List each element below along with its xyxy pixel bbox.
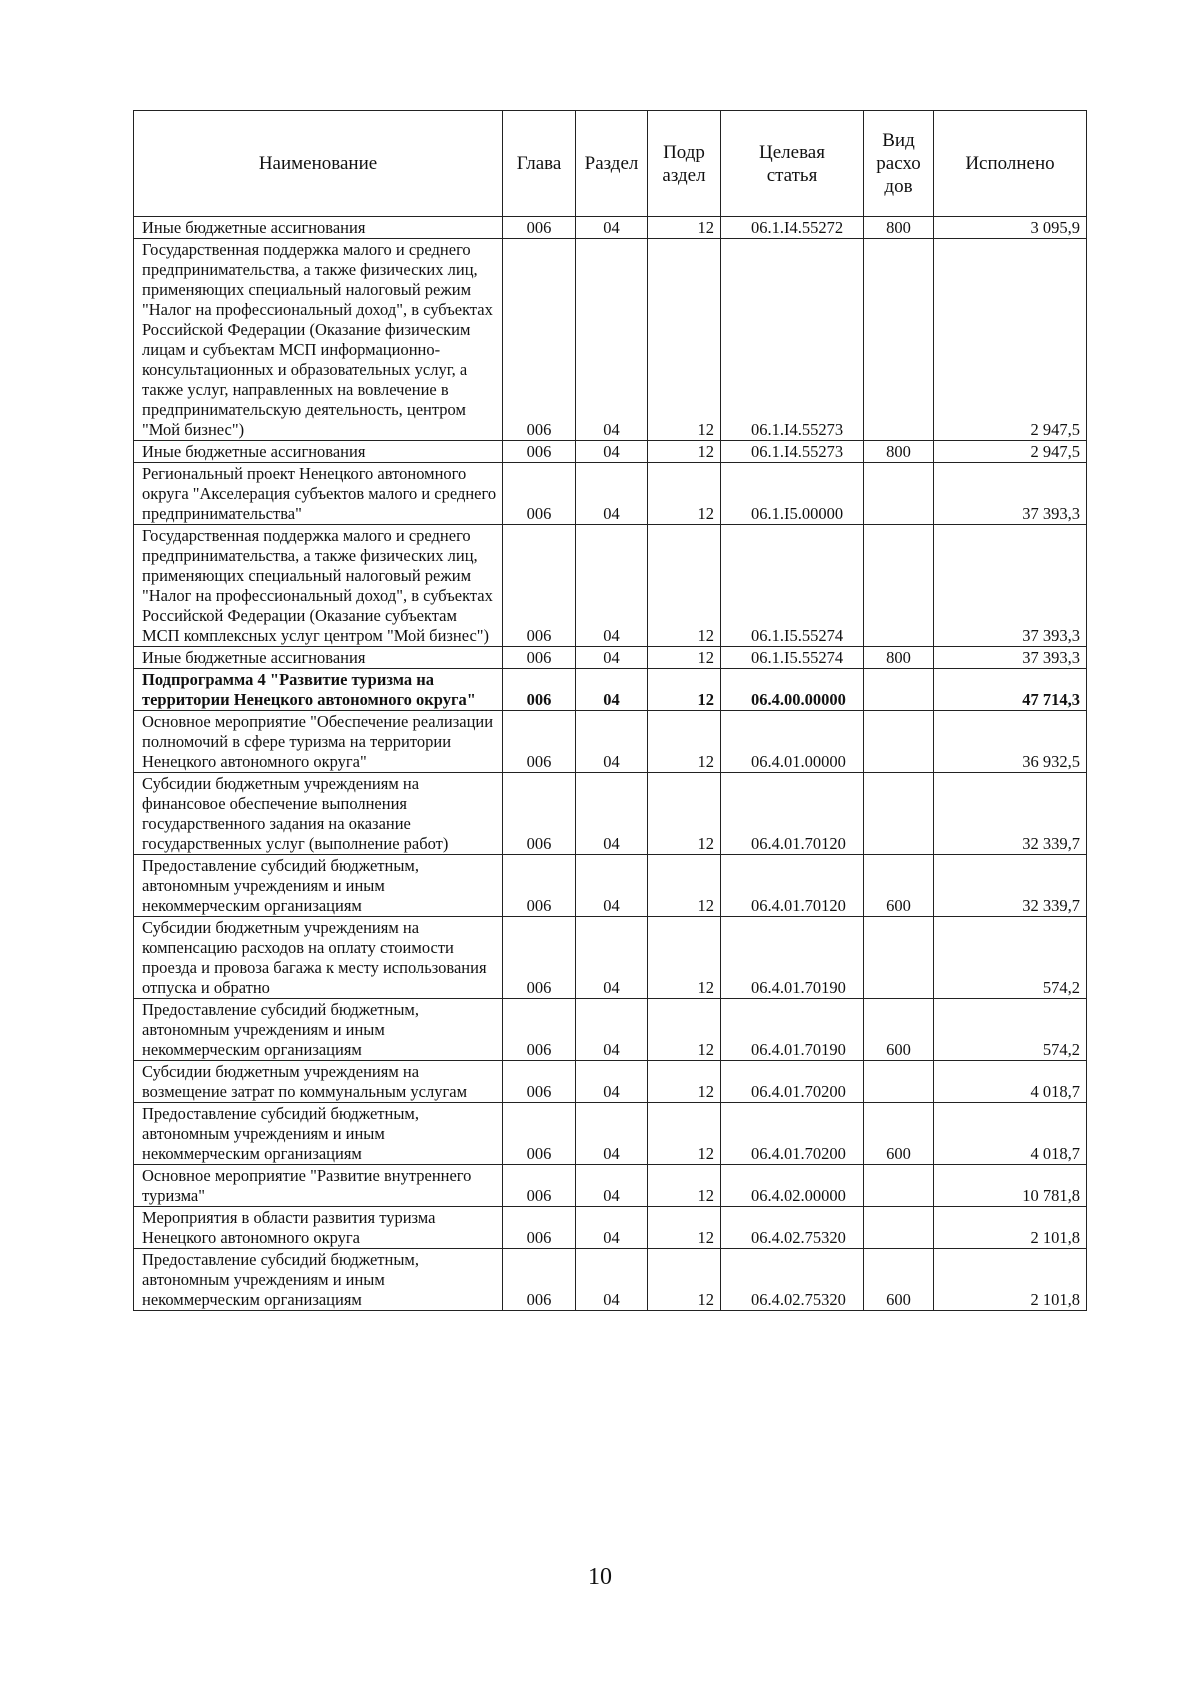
- table-row: [134, 217, 1087, 239]
- row-vid: 600: [864, 999, 934, 1061]
- row-glava: 006: [503, 1103, 576, 1165]
- row-glava: 006: [503, 773, 576, 855]
- row-name: Предоставление субсидий бюджетным, автономным учреждениям и иным некоммерческим организациям: [134, 999, 503, 1061]
- row-ispolneno: 37 393,3: [934, 525, 1087, 647]
- row-vid: 600: [864, 1249, 934, 1311]
- row-vid: [864, 669, 934, 711]
- row-razdel: 04: [576, 1249, 648, 1311]
- row-glava: 006: [503, 999, 576, 1061]
- header-name: Наименование: [134, 111, 503, 217]
- row-ispolneno: 2 947,5: [934, 239, 1087, 441]
- row-podrazdel: 12: [648, 711, 721, 773]
- row-name: Предоставление субсидий бюджетным, автономным учреждениям и иным некоммерческим организациям: [134, 1249, 503, 1311]
- row-razdel: 04: [576, 999, 648, 1061]
- row-razdel: 04: [576, 441, 648, 463]
- row-name: Иные бюджетные ассигнования: [134, 647, 503, 669]
- table-row: [134, 239, 1087, 441]
- row-podrazdel: 12: [648, 1061, 721, 1103]
- table-row: [134, 917, 1087, 999]
- header-statya: [721, 111, 864, 217]
- table-row: [134, 1249, 1087, 1311]
- header-vid-line1: Вид: [882, 130, 915, 151]
- row-podrazdel: 12: [648, 239, 721, 441]
- row-name: Предоставление субсидий бюджетным, автономным учреждениям и иным некоммерческим организациям: [134, 1103, 503, 1165]
- row-vid: [864, 917, 934, 999]
- table-row: [134, 441, 1087, 463]
- table-row: [134, 855, 1087, 917]
- row-glava: 006: [503, 669, 576, 711]
- row-vid: 600: [864, 1103, 934, 1165]
- row-podrazdel: 12: [648, 1207, 721, 1249]
- row-glava: 006: [503, 855, 576, 917]
- row-podrazdel: 12: [648, 773, 721, 855]
- row-ispolneno: 32 339,7: [934, 855, 1087, 917]
- row-podrazdel: 12: [648, 441, 721, 463]
- row-vid: [864, 1165, 934, 1207]
- header-statya-line2: статья: [766, 164, 818, 186]
- row-razdel: 04: [576, 669, 648, 711]
- table-row: [134, 1061, 1087, 1103]
- row-glava: 006: [503, 1249, 576, 1311]
- row-glava: 006: [503, 239, 576, 441]
- row-podrazdel: 12: [648, 669, 721, 711]
- row-razdel: 04: [576, 855, 648, 917]
- header-vid: [864, 111, 934, 217]
- row-name: Государственная поддержка малого и среднего предпринимательства, а также физических лиц, применяющих специальный налоговый режим "Налог на профессиональный доход", в субъектах Российской Федерации (Оказание субъектам МСП комплексных услуг центром "Мой бизнес"): [134, 525, 503, 647]
- row-podrazdel: 12: [648, 1103, 721, 1165]
- row-ispolneno: 4 018,7: [934, 1103, 1087, 1165]
- row-razdel: 04: [576, 1165, 648, 1207]
- row-vid: 800: [864, 647, 934, 669]
- row-ispolneno: 4 018,7: [934, 1061, 1087, 1103]
- row-razdel: 04: [576, 773, 648, 855]
- table-row: [134, 525, 1087, 647]
- row-razdel: 04: [576, 917, 648, 999]
- row-glava: 006: [503, 647, 576, 669]
- row-vid: [864, 711, 934, 773]
- row-name: Подпрограмма 4 "Развитие туризма на территории Ненецкого автономного округа": [134, 669, 503, 711]
- row-vid: [864, 1061, 934, 1103]
- row-ispolneno: 37 393,3: [934, 463, 1087, 525]
- row-glava: 006: [503, 1207, 576, 1249]
- row-name: Государственная поддержка малого и среднего предпринимательства, а также физических лиц, применяющих специальный налоговый режим "Налог на профессиональный доход", в субъектах Российской Федерации (Оказание физическим лицам и субъектам МСП информационно-консультационных и образовательных услуг, а также услуг, направленных на вовлечение в предпринимательскую деятельность, центром "Мой бизнес"): [134, 239, 503, 441]
- row-razdel: 04: [576, 711, 648, 773]
- page-number: 10: [588, 1564, 612, 1590]
- row-statya: 06.4.00.00000: [721, 669, 864, 711]
- row-name: Предоставление субсидий бюджетным, автономным учреждениям и иным некоммерческим организациям: [134, 855, 503, 917]
- table-row: [134, 1207, 1087, 1249]
- row-glava: 006: [503, 441, 576, 463]
- row-ispolneno: 2 101,8: [934, 1249, 1087, 1311]
- row-razdel: 04: [576, 1103, 648, 1165]
- row-ispolneno: 32 339,7: [934, 773, 1087, 855]
- row-statya: 06.4.01.70200: [721, 1103, 864, 1165]
- row-ispolneno: 37 393,3: [934, 647, 1087, 669]
- table-header-row: [134, 111, 1087, 217]
- row-statya: 06.4.02.75320: [721, 1249, 864, 1311]
- header-ispolneno: Исполнено: [934, 111, 1087, 217]
- table-row: [134, 647, 1087, 669]
- row-ispolneno: 36 932,5: [934, 711, 1087, 773]
- row-statya: 06.4.02.00000: [721, 1165, 864, 1207]
- header-razdel: Раздел: [576, 111, 648, 217]
- row-vid: 800: [864, 441, 934, 463]
- row-name: Основное мероприятие "Развитие внутреннего туризма": [134, 1165, 503, 1207]
- row-statya: 06.1.I5.55274: [721, 525, 864, 647]
- row-podrazdel: 12: [648, 647, 721, 669]
- header-vid-line2: расхо: [876, 153, 921, 174]
- row-name: Основное мероприятие "Обеспечение реализации полномочий в сфере туризма на территории Ненецкого автономного округа": [134, 711, 503, 773]
- row-ispolneno: 574,2: [934, 999, 1087, 1061]
- row-podrazdel: 12: [648, 855, 721, 917]
- header-podrazdel: [648, 111, 721, 217]
- row-statya: 06.4.01.00000: [721, 711, 864, 773]
- row-name: Субсидии бюджетным учреждениям на финансовое обеспечение выполнения государственного задания на оказание государственных услуг (выполнение работ): [134, 773, 503, 855]
- row-ispolneno: 2 947,5: [934, 441, 1087, 463]
- row-razdel: 04: [576, 647, 648, 669]
- row-ispolneno: 2 101,8: [934, 1207, 1087, 1249]
- row-name: Субсидии бюджетным учреждениям на возмещение затрат по коммунальным услугам: [134, 1061, 503, 1103]
- row-razdel: 04: [576, 463, 648, 525]
- row-statya: 06.1.I4.55272: [721, 217, 864, 239]
- row-podrazdel: 12: [648, 1165, 721, 1207]
- row-vid: [864, 1207, 934, 1249]
- row-podrazdel: 12: [648, 217, 721, 239]
- row-name: Мероприятия в области развития туризма Ненецкого автономного округа: [134, 1207, 503, 1249]
- row-statya: 06.4.02.75320: [721, 1207, 864, 1249]
- table-row: [134, 773, 1087, 855]
- row-statya: 06.4.01.70120: [721, 855, 864, 917]
- row-statya: 06.4.01.70190: [721, 917, 864, 999]
- row-statya: 06.4.01.70200: [721, 1061, 864, 1103]
- row-name: Иные бюджетные ассигнования: [134, 441, 503, 463]
- header-vid-line3: дов: [884, 176, 913, 197]
- table-row: [134, 463, 1087, 525]
- table-row: [134, 711, 1087, 773]
- row-vid: 800: [864, 217, 934, 239]
- row-statya: 06.1.I4.55273: [721, 441, 864, 463]
- row-glava: 006: [503, 1165, 576, 1207]
- row-podrazdel: 12: [648, 1249, 721, 1311]
- row-statya: 06.1.I5.55274: [721, 647, 864, 669]
- table-row: [134, 1103, 1087, 1165]
- row-vid: [864, 525, 934, 647]
- row-razdel: 04: [576, 525, 648, 647]
- row-vid: [864, 773, 934, 855]
- row-glava: 006: [503, 463, 576, 525]
- row-vid: [864, 463, 934, 525]
- header-glava: Глава: [503, 111, 576, 217]
- header-podrazdel-line1: Подр: [663, 141, 705, 163]
- row-podrazdel: 12: [648, 999, 721, 1061]
- row-vid: 600: [864, 855, 934, 917]
- budget-table: [133, 110, 1087, 1311]
- row-statya: 06.1.I5.00000: [721, 463, 864, 525]
- row-razdel: 04: [576, 1061, 648, 1103]
- table-row-subprogram: [134, 669, 1087, 711]
- row-razdel: 04: [576, 239, 648, 441]
- header-podrazdel-line2: аздел: [662, 164, 706, 186]
- row-ispolneno: 3 095,9: [934, 217, 1087, 239]
- row-statya: 06.1.I4.55273: [721, 239, 864, 441]
- row-ispolneno: 10 781,8: [934, 1165, 1087, 1207]
- row-statya: 06.4.01.70190: [721, 999, 864, 1061]
- row-name: Субсидии бюджетным учреждениям на компенсацию расходов на оплату стоимости проезда и провоза багажа к месту использования отпуска и обратно: [134, 917, 503, 999]
- row-glava: 006: [503, 1061, 576, 1103]
- row-statya: 06.4.01.70120: [721, 773, 864, 855]
- row-glava: 006: [503, 711, 576, 773]
- row-ispolneno: 574,2: [934, 917, 1087, 999]
- table-row: [134, 999, 1087, 1061]
- row-razdel: 04: [576, 1207, 648, 1249]
- row-razdel: 04: [576, 217, 648, 239]
- header-statya-line1: Целевая: [759, 141, 825, 163]
- row-name: Региональный проект Ненецкого автономного округа "Акселерация субъектов малого и среднего предпринимательства": [134, 463, 503, 525]
- row-name: Иные бюджетные ассигнования: [134, 217, 503, 239]
- row-glava: 006: [503, 525, 576, 647]
- row-glava: 006: [503, 917, 576, 999]
- row-podrazdel: 12: [648, 525, 721, 647]
- table-row: [134, 1165, 1087, 1207]
- row-podrazdel: 12: [648, 463, 721, 525]
- row-vid: [864, 239, 934, 441]
- row-glava: 006: [503, 217, 576, 239]
- row-ispolneno: 47 714,3: [934, 669, 1087, 711]
- row-podrazdel: 12: [648, 917, 721, 999]
